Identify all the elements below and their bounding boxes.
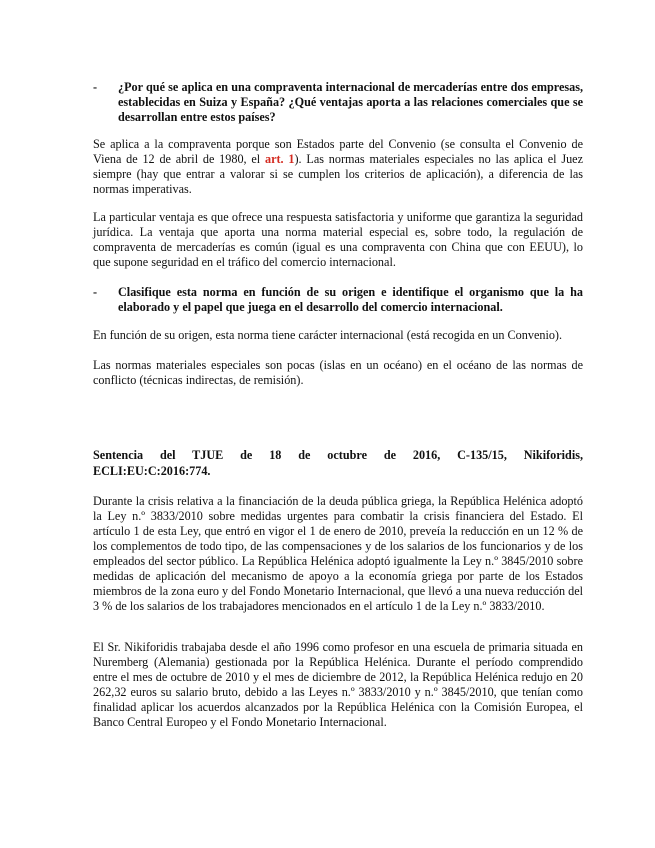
question-1-text: ¿Por qué se aplica en una compraventa internacional de mercaderías entre dos empresas, establecidas en Suiza y España? ¿Qué ventajas aporta a las relaciones comerciales que se desarrollan entre estos países? (118, 80, 583, 124)
body-paragraph-1: Durante la crisis relativa a la financiación de la deuda pública griega, la República Helénica adoptó la Ley n.º 3833/2010 sobre medidas urgentes para combatir la crisis financiera del Estado. El artículo 1 de esta Ley, que entró en vigor el 1 de enero de 2010, preveía la reducción en un 12 % de los complementos de todo tipo, de las compensaciones y de los salarios de los funcionarios y de los empleados del sector público. La República Helénica adoptó igualmente la Ley n.º 3845/2010 sobre medidas de aplicación del mecanismo de apoyo a la economía griega por parte de los Estados miembros de la zona euro y del Fondo Monetario Internacional, que llevó a una nueva reducción del 3 % de los salarios de los trabajadores mencionados en el artículo 1 de la Ley n.º 3833/2010. (93, 494, 583, 613)
question-1-bullet: - (93, 80, 98, 94)
sentencia-heading-line-2: ECLI:EU:C:2016:774. (93, 464, 211, 478)
answer-1-text-a: Se aplica a la compraventa porque son Estados parte del Convenio (se consulta el Convenio de Viena de 12 de abril de 1980, el (93, 137, 583, 166)
answer-2a-paragraph: En función de su origen, esta norma tiene carácter internacional (está recogida en un Convenio). (93, 328, 563, 342)
answer-2b-paragraph: Las normas materiales especiales son pocas (islas en un océano) en el océano de las normas de conflicto (técnicas indirectas, de remisión). (93, 358, 583, 387)
question-2-text: Clasifique esta norma en función de su origen e identifique el organismo que la ha elaborado y el papel que juega en el desarrollo del comercio internacional. (118, 285, 583, 314)
question-1 (93, 80, 583, 125)
answer-1b-paragraph: La particular ventaja es que ofrece una respuesta satisfactoria y uniforme que garantiza la seguridad jurídica. La ventaja que aporta una norma material especial es, sobre todo, la regulación de compraventa de mercaderías es común (igual es una compraventa con China que con EEUU), lo que supone seguridad en el tráfico del comercio internacional. (93, 210, 583, 269)
sentencia-heading (93, 447, 583, 479)
question-2 (93, 285, 583, 315)
body-paragraph-2: El Sr. Nikiforidis trabajaba desde el año 1996 como profesor en una escuela de primaria situada en Nuremberg (Alemania) gestionada por la República Helénica. Durante el período comprendido entre el mes de octubre de 2010 y el mes de diciembre de 2012, la República Helénica redujo en 20 262,32 euros su salario bruto, debido a las Leyes n.º 3833/2010 y n.º 3845/2010, que tenían como finalidad aplicar los acuerdos alcanzados por la República Helénica con la Comisión Europea, el Banco Central Europeo y el Fondo Monetario Internacional. (93, 640, 583, 729)
question-2-bullet: - (93, 285, 98, 299)
sentencia-heading-line-1: Sentencia del TJUE de 18 de octubre de 2016, C-135/15, Nikiforidis, (93, 448, 583, 462)
art-1-link[interactable]: art. 1 (265, 152, 295, 166)
answer-1-text-b: ). Las normas materiales especiales no las aplica el Juez siempre (hay que entrar a valorar si se cumplen los criterios de aplicación), a diferencia de las normas imperativas. (93, 152, 583, 196)
answer-1-paragraph (93, 137, 583, 197)
